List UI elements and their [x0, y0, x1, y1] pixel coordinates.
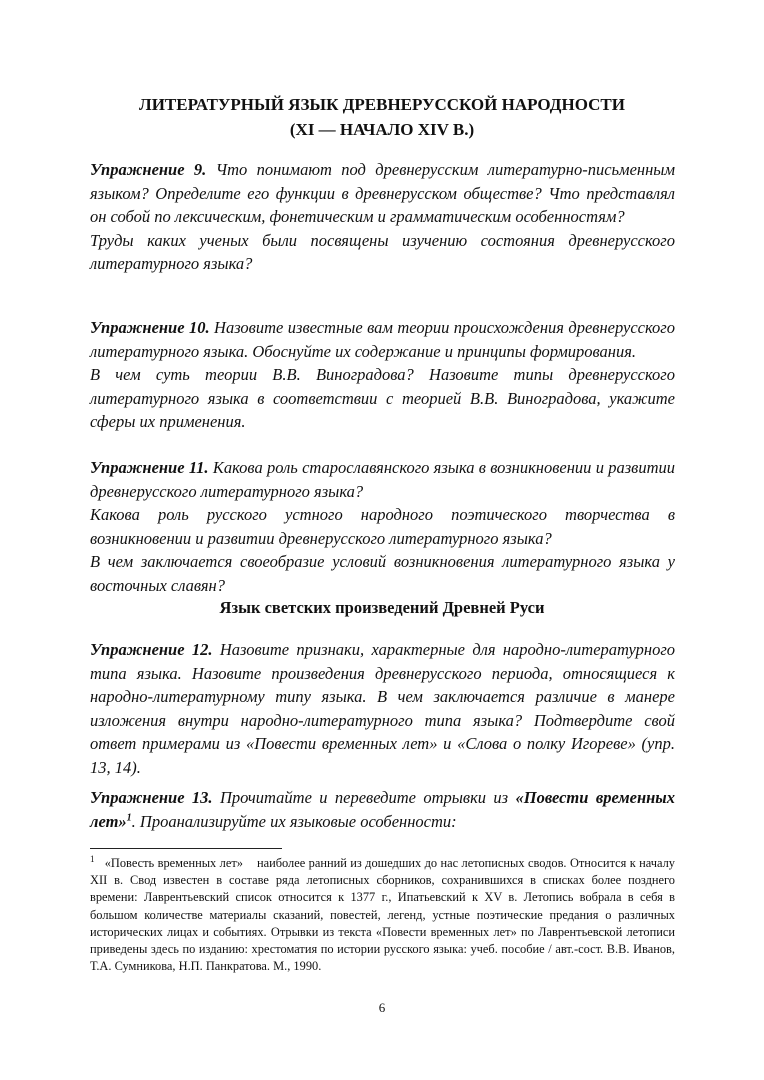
exercise-13-text-after: . Проанализируйте их языковые особенности:	[131, 811, 457, 831]
exercise-12-text: Назовите признаки, характерные для народно-литературного типа языка. Назовите произведения древнерусского периода, относящиеся к народно-литературному типу языка. В чем заключается различие в манере изложения внутри народно-литературного типа языка? Подтвердите свой ответ примерами из «Повести временных лет» и «Слова о полку Игореве» (упр. 13, 14).	[90, 640, 676, 777]
exercise-11	[90, 456, 675, 597]
exercise-12	[90, 638, 675, 779]
exercise-9-text-2: Труды каких ученых были посвящены изучению состояния древнерусского литературного языка?	[90, 230, 675, 273]
footnote-divider	[90, 848, 282, 849]
title-line-2: (XI — НАЧАЛО XIV В.)	[289, 120, 475, 139]
footnote-term: «Повесть временных лет»	[104, 856, 243, 870]
footnote-line-1: наиболее ранний из дошедших до нас летописных сводов.	[256, 856, 567, 870]
exercise-13-text-before: Прочитайте и переведите отрывки из	[219, 788, 509, 807]
exercise-13-label: Упражнение 13.	[90, 788, 213, 807]
page-number: 6	[378, 1000, 386, 1015]
exercise-11-text-3: В чем заключается своеобразие условий возникновения литературного языка у восточных славян?	[90, 552, 675, 595]
exercise-11-text-1: Какова роль старославянского языка в возникновении и развитии древнерусского литературного языка?	[90, 458, 675, 501]
exercise-10	[90, 316, 675, 434]
exercise-12-label: Упражнение 12.	[90, 640, 213, 659]
exercise-9-label: Упражнение 9.	[90, 160, 207, 179]
exercise-10-text-2: В чем суть теории В.В. Виноградова? Назовите типы древнерусского литературного языка в соответствии с теорией В.В. Виноградова, укажите сферы их применения.	[90, 365, 675, 431]
exercise-11-label: Упражнение 11.	[90, 458, 209, 477]
exercise-13	[90, 786, 675, 833]
footnote-text: Относится к началу XII в. Свод известен в составе ряда летописных сборников, сохранившихся в списках более позднего времени: Лаврентьевский список относится к 1377 г., Ипатьевский к XV в. Летопись вобрала в себя в большом количестве материалы сказаний, повестей, легенд, устные поэтические предания о различных исторических лицах и событиях. Отрывки из текста «Повести временных лет» по Лаврентьевской летописи приведены здесь по изданию: хрестоматия по истории русского языка: учеб. пособие / авт.-сост. В.В. Иванов, Т.А. Сумникова, Н.П. Панкратова. М., 1990.	[90, 856, 675, 974]
exercise-10-label: Упражнение 10.	[90, 318, 210, 337]
exercise-10-text-1: Назовите известные вам теории происхождения древнерусского литературного языка. Обоснуйте их содержание и принципы формирования.	[90, 318, 675, 361]
section-heading: Язык светских произведений Древней Руси	[219, 598, 545, 617]
page-title	[90, 92, 674, 142]
exercise-11-text-2: Какова роль русского устного народного поэтического творчества в возникновении и развитии древнерусского литературного языка?	[90, 505, 675, 548]
title-line-1: ЛИТЕРАТУРНЫЙ ЯЗЫК ДРЕВНЕРУССКОЙ НАРОДНОСТИ	[139, 95, 625, 114]
footnote-reference: 1	[126, 812, 132, 823]
exercise-13-source: «Повести временных лет»	[90, 788, 675, 831]
footnote-mark: 1	[90, 853, 95, 864]
exercise-9	[90, 158, 675, 276]
exercise-9-text-1: Что понимают под древнерусским литературно-письменным языком? Определите его функции в древнерусском обществе? Что представлял он собой по лексическим, фонетическим и грамматическим особенностям?	[90, 160, 675, 226]
footnote	[90, 855, 675, 975]
